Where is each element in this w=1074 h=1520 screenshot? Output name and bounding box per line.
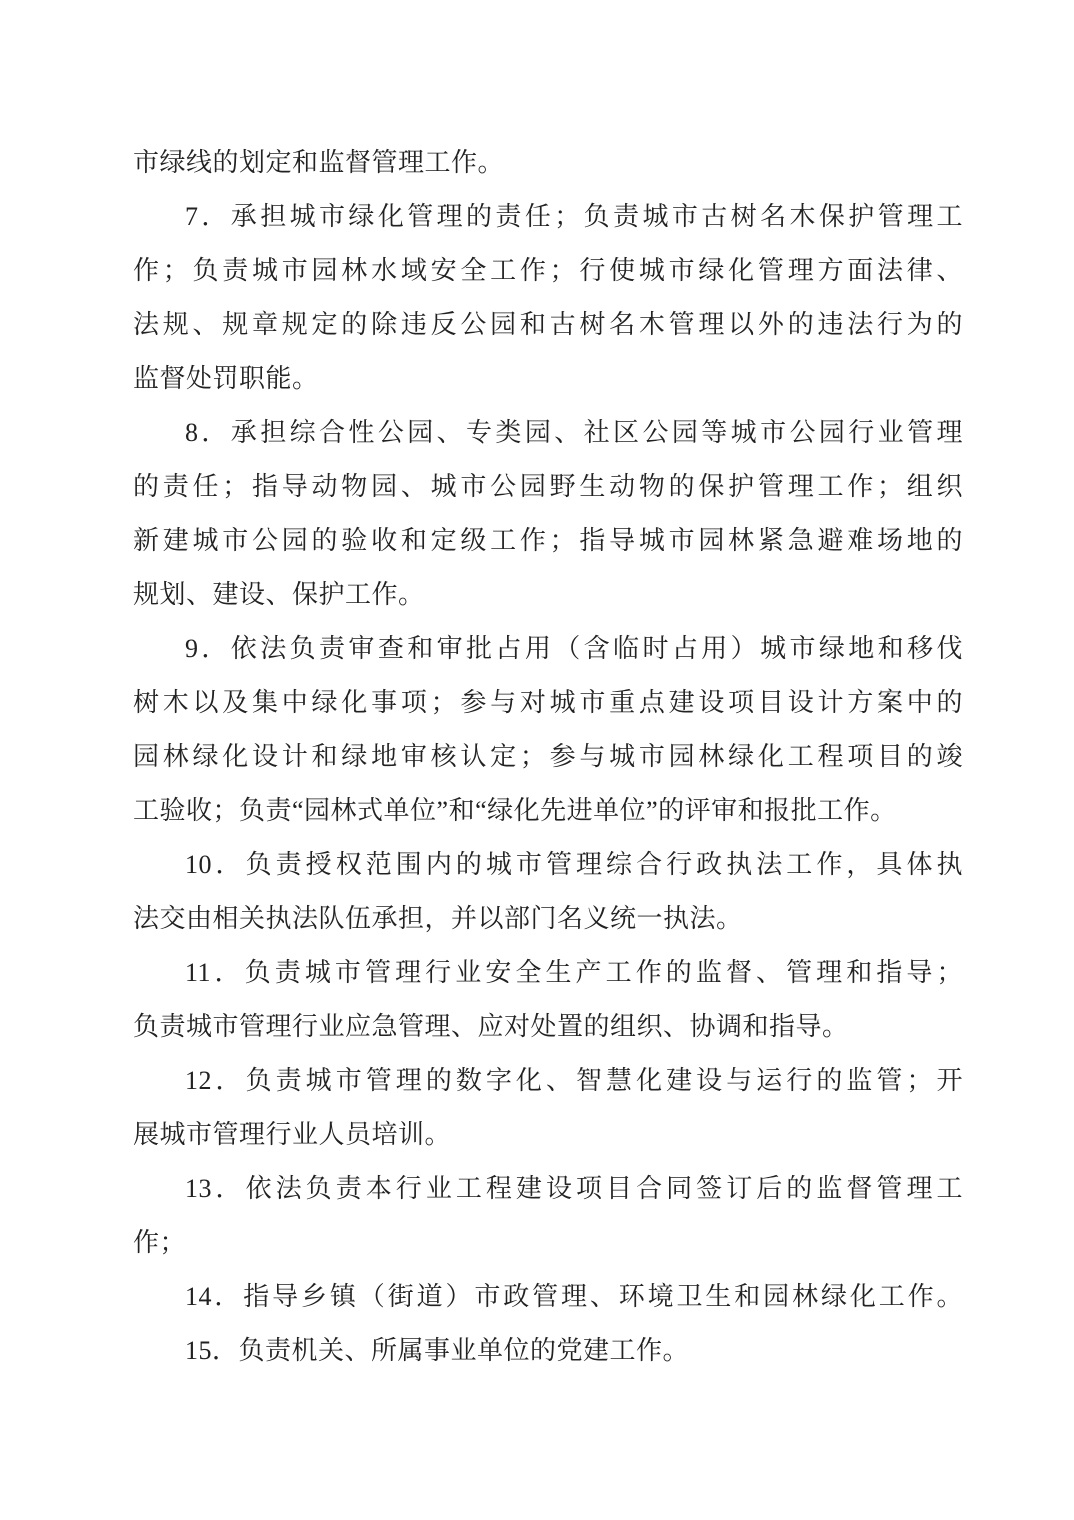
paragraph-item-12 — [133, 1054, 963, 1162]
text-line: 市绿线的划定和监督管理工作。 — [133, 148, 505, 177]
text-line: 新建城市公园的验收和定级工作；指导城市园林紧急避难场地的 — [133, 526, 963, 555]
text-line: 作； — [133, 1228, 187, 1257]
paragraph-item-7 — [133, 190, 963, 406]
text-line: 园林绿化设计和绿地审核认定；参与城市园林绿化工程项目的竣 — [133, 742, 963, 771]
paragraph-item-14 — [133, 1270, 963, 1324]
paragraph-item-9 — [133, 622, 963, 838]
paragraph-continuation — [133, 136, 963, 190]
text-line: 展城市管理行业人员培训。 — [133, 1120, 452, 1149]
paragraph-item-8 — [133, 406, 963, 622]
text-line: 作；负责城市园林水域安全工作；行使城市绿化管理方面法律、 — [133, 256, 963, 285]
text-line: 负责城市管理行业应急管理、应对处置的组织、协调和指导。 — [133, 1012, 849, 1041]
paragraph-item-11 — [133, 946, 963, 1054]
text-line: 监督处罚职能。 — [133, 364, 319, 393]
text-line: 工验收；负责“园林式单位”和“绿化先进单位”的评审和报批工作。 — [133, 796, 897, 825]
text-line: 8．承担综合性公园、专类园、社区公园等城市公园行业管理 — [185, 418, 963, 447]
text-line: 12．负责城市管理的数字化、智慧化建设与运行的监管；开 — [185, 1066, 963, 1095]
text-line: 13．依法负责本行业工程建设项目合同签订后的监督管理工 — [185, 1174, 963, 1203]
text-line: 7．承担城市绿化管理的责任；负责城市古树名木保护管理工 — [185, 202, 963, 231]
text-line: 10．负责授权范围内的城市管理综合行政执法工作，具体执 — [185, 850, 963, 879]
text-line: 15．负责机关、所属事业单位的党建工作。 — [185, 1336, 690, 1365]
paragraph-item-13 — [133, 1162, 963, 1270]
text-block — [133, 136, 963, 1378]
text-line: 14．指导乡镇（街道）市政管理、环境卫生和园林绿化工作。 — [185, 1282, 963, 1311]
paragraph-item-10 — [133, 838, 963, 946]
text-line: 规划、建设、保护工作。 — [133, 580, 425, 609]
text-line: 的责任；指导动物园、城市公园野生动物的保护管理工作；组织 — [133, 472, 963, 501]
text-line: 树木以及集中绿化事项；参与对城市重点建设项目设计方案中的 — [133, 688, 963, 717]
text-line: 11．负责城市管理行业安全生产工作的监督、管理和指导； — [185, 958, 963, 987]
paragraph-item-15 — [133, 1324, 963, 1378]
text-line: 法交由相关执法队伍承担，并以部门名义统一执法。 — [133, 904, 743, 933]
text-line: 法规、规章规定的除违反公园和古树名木管理以外的违法行为的 — [133, 310, 963, 339]
text-line: 9．依法负责审查和审批占用（含临时占用）城市绿地和移伐 — [185, 634, 963, 663]
